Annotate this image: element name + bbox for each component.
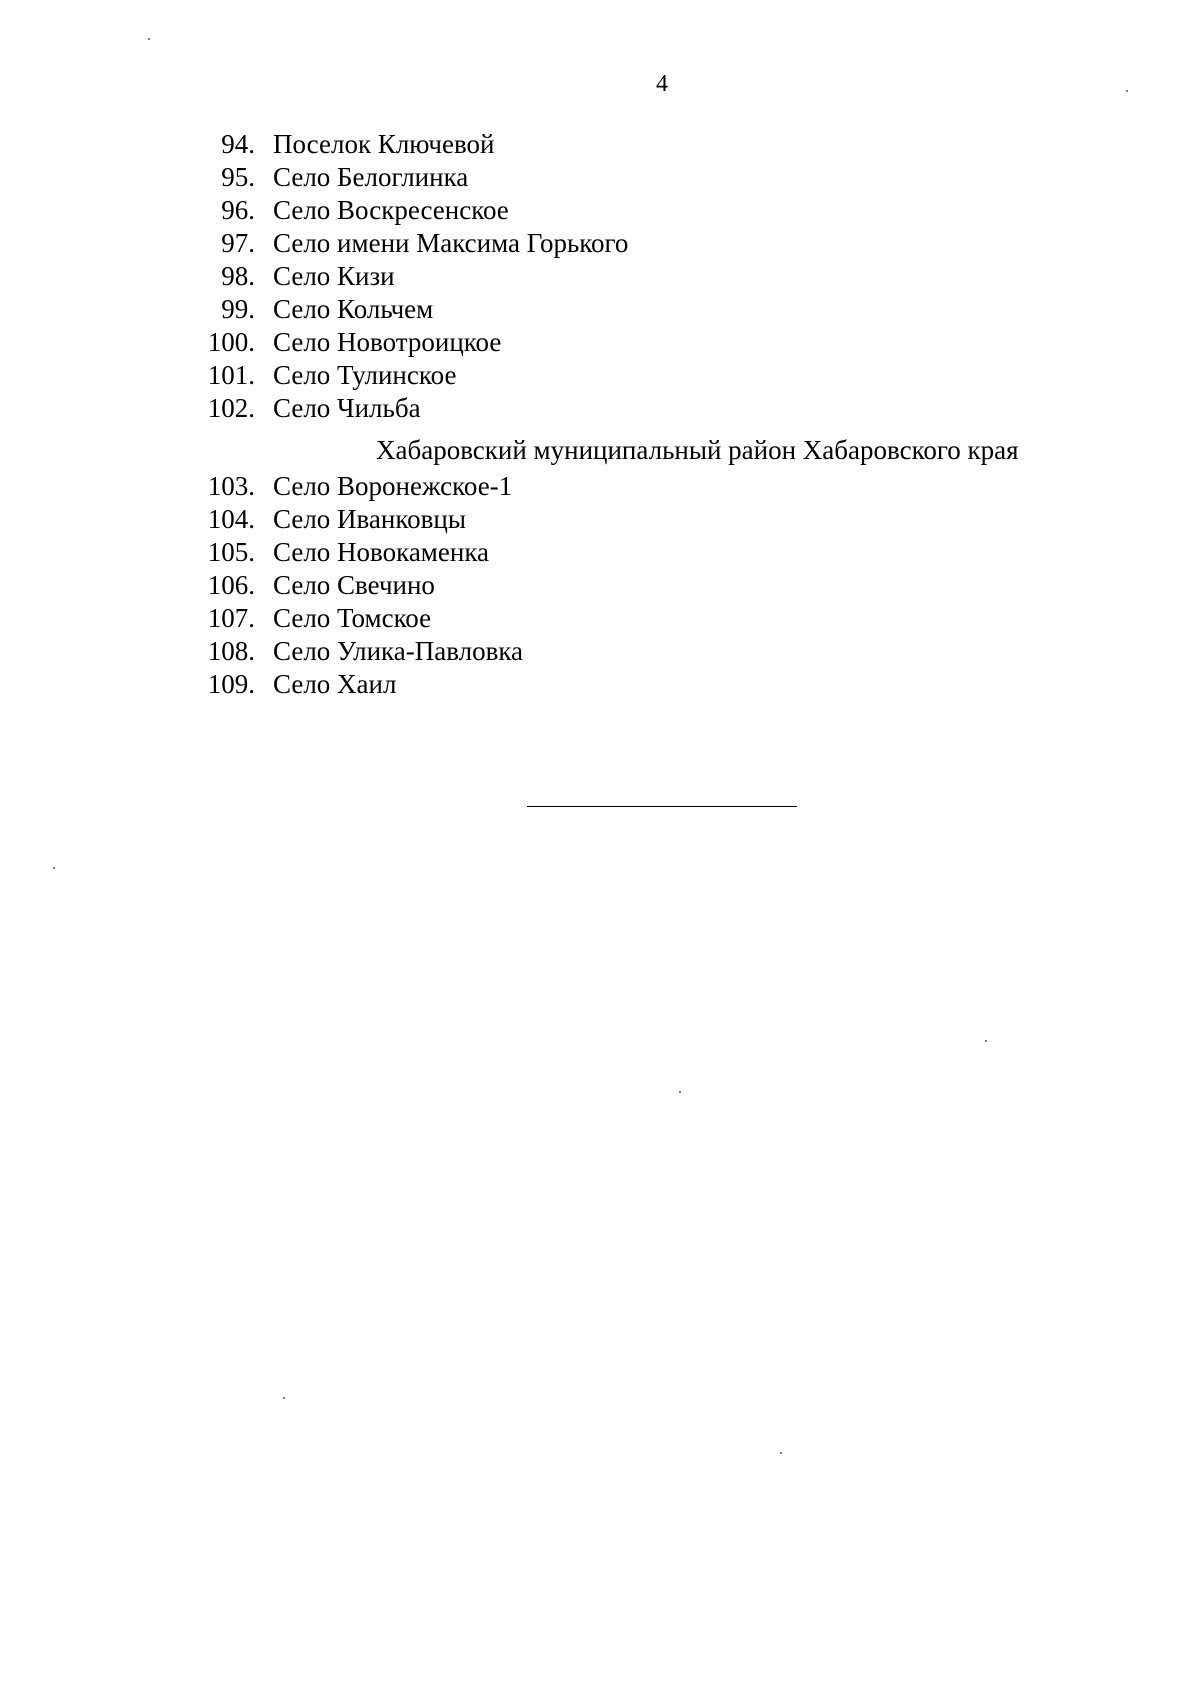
list-item: [195, 470, 523, 503]
item-number: 94.: [221, 129, 255, 159]
list-item: [195, 668, 523, 701]
item-number: 103.: [207, 471, 255, 501]
scan-speck: [780, 1452, 782, 1454]
list-item: [195, 293, 628, 326]
item-name: Село Новотроицкое: [273, 327, 502, 357]
page-number: 4: [656, 71, 668, 97]
list-item: [195, 359, 628, 392]
item-number: 98.: [221, 261, 255, 291]
item-name: Поселок Ключевой: [273, 129, 495, 159]
item-number: 108.: [207, 636, 255, 666]
item-number: 97.: [221, 228, 255, 258]
end-of-list-rule: [527, 806, 797, 807]
item-name: Село Кольчем: [273, 294, 434, 324]
item-name: Село Хаил: [273, 669, 397, 699]
item-name: Село Иванковцы: [273, 504, 466, 534]
list-item: [195, 602, 523, 635]
scan-speck: [283, 1397, 285, 1399]
settlement-list-part-1: [195, 128, 628, 425]
item-name: Село Белоглинка: [273, 162, 469, 192]
item-number: 96.: [221, 195, 255, 225]
scan-speck: [985, 1040, 987, 1042]
item-name: Село Воскресенское: [273, 195, 509, 225]
item-number: 104.: [207, 504, 255, 534]
list-item: [195, 392, 628, 425]
item-number: 102.: [207, 393, 255, 423]
item-number: 101.: [207, 360, 255, 390]
scan-speck: [148, 38, 150, 40]
item-number: 100.: [207, 327, 255, 357]
item-name: Село Кизи: [273, 261, 395, 291]
list-item: [195, 569, 523, 602]
item-name: Село Воронежское-1: [273, 471, 513, 501]
item-number: 106.: [207, 570, 255, 600]
list-item: [195, 161, 628, 194]
list-item: [195, 260, 628, 293]
item-name: Село Новокаменка: [273, 537, 490, 567]
item-name: Село Улика-Павловка: [273, 636, 524, 666]
settlement-list-part-2: [195, 470, 523, 701]
list-item: [195, 635, 523, 668]
item-number: 107.: [207, 603, 255, 633]
scan-speck: [679, 1091, 681, 1093]
list-item: [195, 536, 523, 569]
item-name: Село имени Максима Горького: [273, 228, 629, 258]
item-name: Село Тулинское: [273, 360, 457, 390]
item-number: 105.: [207, 537, 255, 567]
item-name: Село Томское: [273, 603, 432, 633]
item-number: 99.: [221, 294, 255, 324]
item-number: 109.: [207, 669, 255, 699]
list-item: [195, 194, 628, 227]
list-item: [195, 128, 628, 161]
list-item: [195, 227, 628, 260]
item-number: 95.: [221, 162, 255, 192]
list-item: [195, 503, 523, 536]
item-name: Село Чильба: [273, 393, 421, 423]
list-item: [195, 326, 628, 359]
scan-speck: [1126, 90, 1128, 92]
scan-speck: [53, 867, 55, 869]
item-name: Село Свечино: [273, 570, 435, 600]
section-heading: Хабаровский муниципальный район Хабаровского края: [376, 435, 1019, 465]
